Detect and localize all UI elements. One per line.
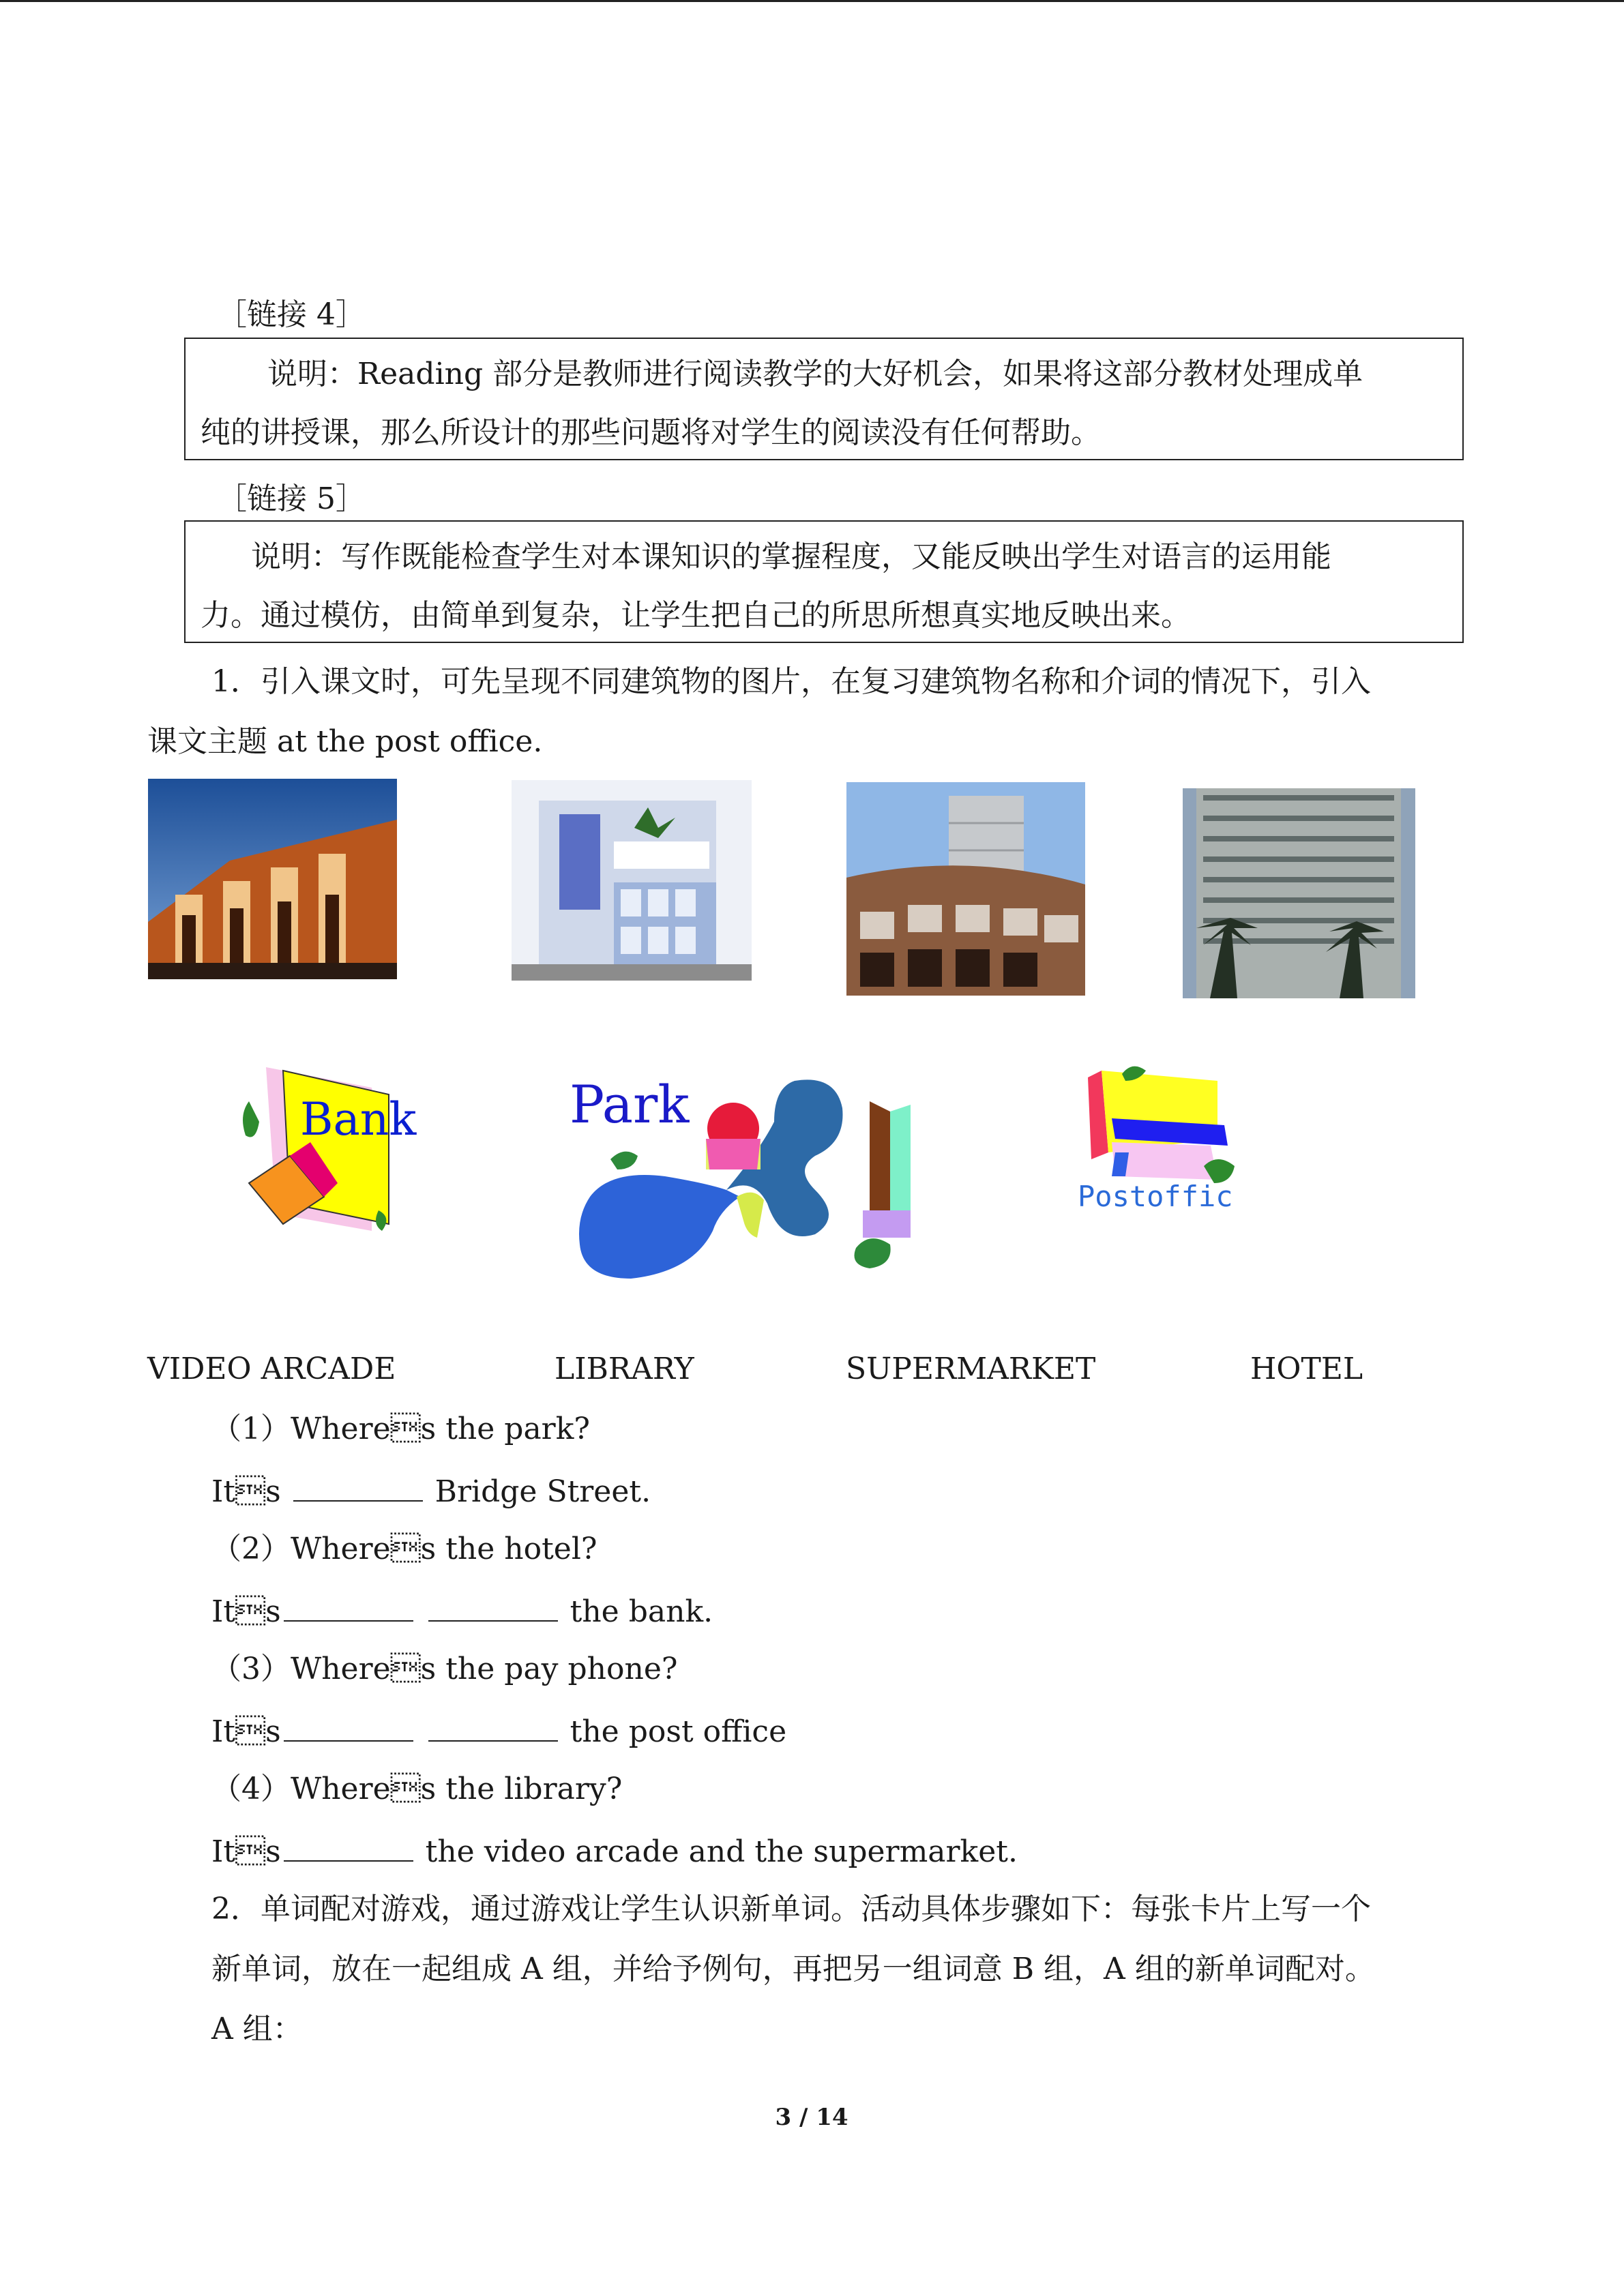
answer-3 bbox=[211, 1712, 786, 1753]
link5-heading: ［链接 5］ bbox=[217, 481, 366, 516]
answer-4 bbox=[211, 1832, 1018, 1873]
label-supermarket: SUPERMARKET bbox=[846, 1352, 1096, 1386]
para2-line2: 新单词，放在一起组成 A 组，并给予例句，再把另一组词意 B 组，A 组的新单词配对。 bbox=[211, 1952, 1375, 1986]
para2-line1: 2．单词配对游戏，通过游戏让学生认识新单词。活动具体步骤如下：每张卡片上写一个 bbox=[211, 1892, 1371, 1926]
answer-4-prefix: Its bbox=[211, 1834, 281, 1869]
question-4: （4）Wheres the library? bbox=[211, 1772, 623, 1806]
answer-4-suffix: the video arcade and the supermarket. bbox=[425, 1834, 1018, 1869]
building-photo-arcade bbox=[148, 779, 397, 979]
answer-2-prefix: Its bbox=[211, 1594, 281, 1629]
question-1: （1）Wheres the park? bbox=[211, 1412, 590, 1446]
question-3: （3）Wheres the pay phone? bbox=[211, 1652, 678, 1686]
building-photo-library bbox=[512, 780, 752, 981]
para2-line3: A 组： bbox=[211, 2012, 303, 2046]
answer-2 bbox=[211, 1592, 713, 1632]
answer-3-suffix: the post office bbox=[570, 1714, 787, 1749]
answer-2-blank-b bbox=[428, 1593, 558, 1622]
question-2: （2）Wheres the hotel? bbox=[211, 1532, 597, 1566]
bank-clipart bbox=[235, 1060, 417, 1244]
label-hotel: HOTEL bbox=[1250, 1352, 1363, 1386]
page-top-border bbox=[0, 0, 1624, 2]
link5-note-line2: 力。通过模仿，由简单到复杂，让学生把自己的所思所想真实地反映出来。 bbox=[201, 598, 1191, 633]
link4-heading: ［链接 4］ bbox=[217, 297, 366, 332]
answer-4-blank bbox=[284, 1833, 413, 1862]
park-label: Park bbox=[570, 1074, 690, 1135]
building-photo-hotel bbox=[1183, 788, 1415, 998]
link5-note-box bbox=[184, 520, 1464, 643]
answer-3-prefix: Its bbox=[211, 1714, 281, 1749]
answer-1-blank bbox=[293, 1473, 423, 1502]
answer-1-prefix: Its bbox=[211, 1474, 281, 1509]
postoffice-clipart bbox=[1074, 1064, 1252, 1227]
bank-label: Bank bbox=[300, 1093, 417, 1146]
answer-3-blank-b bbox=[428, 1713, 558, 1742]
postoffice-label: Postoffic bbox=[1078, 1180, 1233, 1213]
label-library: LIBRARY bbox=[555, 1352, 694, 1386]
link5-note-line1: 说明：写作既能检查学生对本课知识的掌握程度，又能反映出学生对语言的运用能 bbox=[251, 539, 1331, 574]
para1-line2: 课文主题 at the post office. bbox=[147, 724, 543, 759]
para1-line1: 1．引入课文时，可先呈现不同建筑物的图片，在复习建筑物名称和介词的情况下，引入 bbox=[211, 664, 1371, 699]
answer-2-suffix: the bank. bbox=[570, 1594, 713, 1629]
page-number: 3 / 14 bbox=[775, 2104, 848, 2131]
label-video-arcade: VIDEO ARCADE bbox=[147, 1352, 396, 1386]
answer-3-blank-a bbox=[284, 1713, 413, 1742]
answer-1-suffix: Bridge Street. bbox=[434, 1474, 651, 1509]
building-photo-supermarket bbox=[846, 782, 1085, 996]
answer-1 bbox=[211, 1472, 651, 1512]
link4-note-line2: 纯的讲授课，那么所设计的那些问题将对学生的阅读没有任何帮助。 bbox=[201, 415, 1101, 450]
park-clipart bbox=[570, 1074, 924, 1285]
link4-note-line1: 说明：Reading 部分是教师进行阅读教学的大好机会，如果将这部分教材处理成单 bbox=[267, 357, 1363, 391]
link4-note-box bbox=[184, 338, 1464, 460]
answer-2-blank-a bbox=[284, 1593, 413, 1622]
